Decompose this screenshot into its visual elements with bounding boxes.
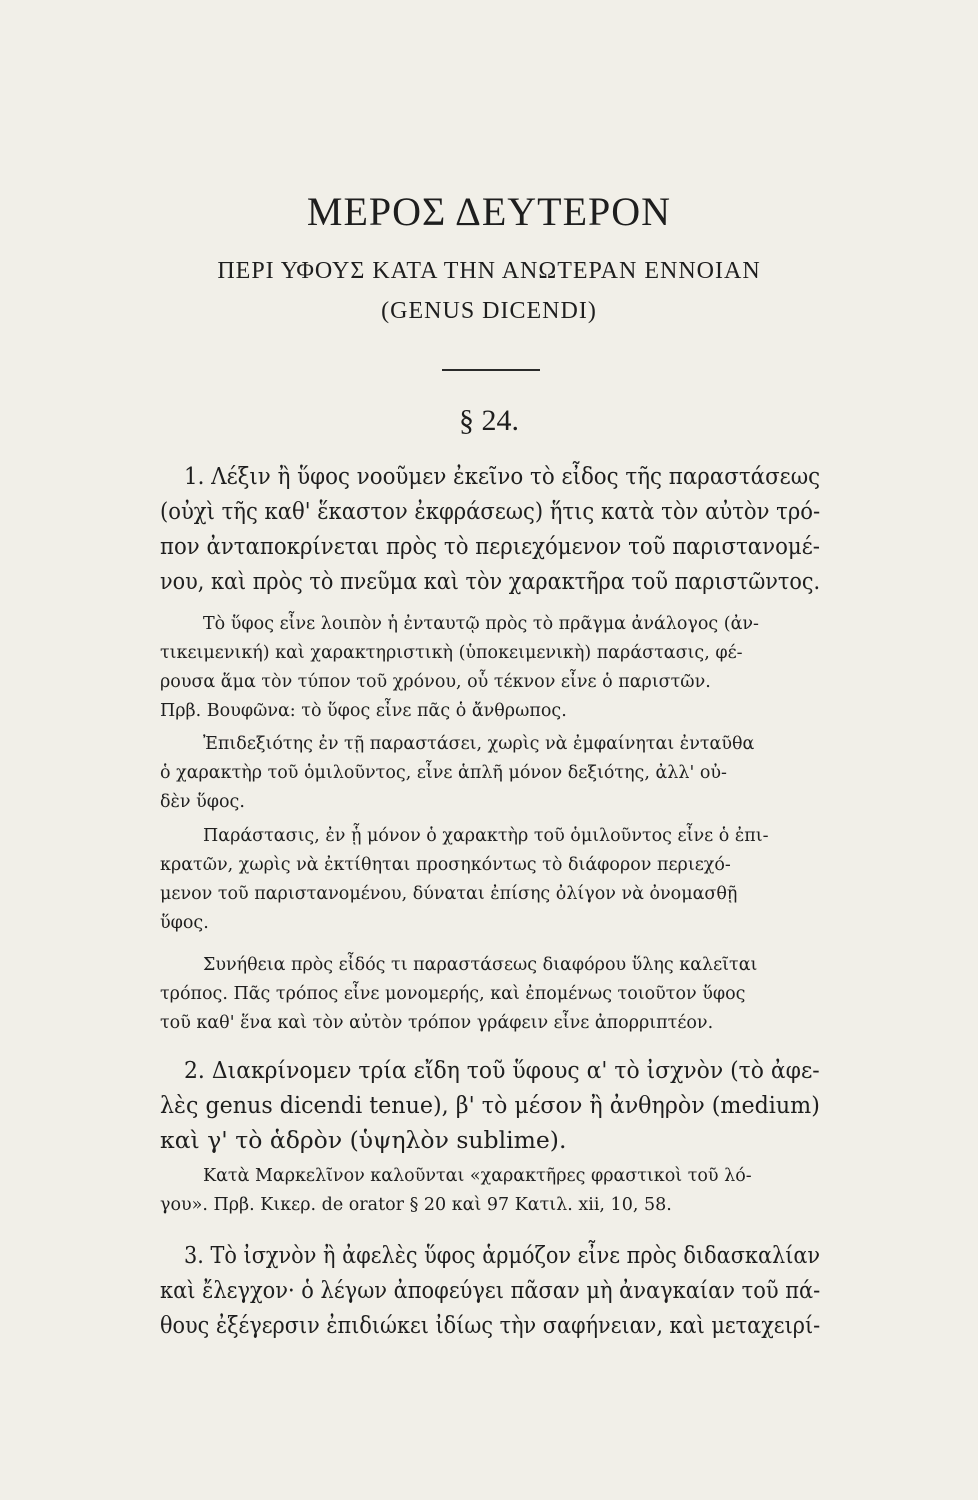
text-line: Κατὰ Μαρκελῖνον καλοῦνται «χαρακτῆρες φραστικοὶ τοῦ λό- — [203, 1166, 752, 1186]
text-line: καὶ ἔλεγχον· ὁ λέγων ἀποφεύγει πᾶσαν μὴ ἀναγκαίαν τοῦ πά- — [160, 1276, 821, 1304]
text-line: Παράστασις, ἐν ᾗ μόνον ὁ χαρακτὴρ τοῦ ὁμιλοῦντος εἶνε ὁ ἐπι- — [203, 826, 769, 846]
text-line: κρατῶν, χωρὶς νὰ ἐκτίθηται προσηκόντως τὸ διάφορον περιεχό- — [160, 855, 731, 875]
text-line: τρόπος. Πᾶς τρόπος εἶνε μονομερής, καὶ ἐπομένως τοιοῦτον ὕφος — [160, 984, 746, 1004]
text-line: ὕφος. — [160, 913, 209, 933]
text-line: 2. Διακρίνομεν τρία εἴδη τοῦ ὕφους α' τὸ ἰσχνὸν (τὸ ἀφε- — [184, 1056, 820, 1084]
text-line: νου, καὶ πρὸς τὸ πνεῦμα καὶ τὸν χαρακτῆρα τοῦ παριστῶντος. — [160, 567, 821, 595]
text-line: 3. Τὸ ἰσχνὸν ἢ ἀφελὲς ὕφος ἁρμόζον εἶνε πρὸς διδασκαλίαν — [184, 1241, 821, 1269]
text-line: Πρβ. Βουφῶνα: τὸ ὕφος εἶνε πᾶς ὁ ἄνθρωπος. — [160, 701, 567, 721]
text-line: τοῦ καθ' ἕνα καὶ τὸν αὐτὸν τρόπον γράφειν εἶνε ἀπορριπτέον. — [160, 1013, 714, 1033]
title-divider — [442, 369, 540, 371]
part-title: ΜΕΡΟΣ ΔΕΥΤΕΡΟΝ — [306, 189, 672, 234]
text-line: ὁ χαρακτὴρ τοῦ ὁμιλοῦντος, εἶνε ἁπλῆ μόνον δεξιότης, ἀλλ' οὐ- — [160, 763, 727, 783]
text-line: θους ἐξέγερσιν ἐπιδιώκει ἰδίως τὴν σαφήνειαν, καὶ μεταχειρί- — [160, 1311, 821, 1339]
text-line: ρουσα ἅμα τὸν τύπον τοῦ χρόνου, οὗ τέκνον εἶνε ὁ παριστῶν. — [160, 672, 711, 692]
text-line: τικειμενική) καὶ χαρακτηριστικὴ (ὑποκειμενικὴ) παράστασις, φέ- — [160, 643, 743, 663]
text-line: πον ἀνταποκρίνεται πρὸς τὸ περιεχόμενον τοῦ παριστανομέ- — [160, 532, 820, 560]
text-line: λὲς genus dicendi tenue), β' τὸ μέσον ἢ ἀνθηρὸν (medium) — [160, 1091, 820, 1119]
text-line: Ἐπιδεξιότης ἐν τῇ παραστάσει, χωρὶς νὰ ἐμφαίνηται ἐνταῦθα — [203, 734, 755, 754]
text-line: δὲν ὕφος. — [160, 792, 245, 812]
text-line: 1. Λέξιν ἢ ὕφος νοοῦμεν ἐκεῖνο τὸ εἶδος τῆς παραστάσεως — [184, 462, 821, 490]
text-line: (οὐχὶ τῆς καθ' ἕκαστον ἐκφράσεως) ἥτις κατὰ τὸν αὐτὸν τρό- — [160, 497, 821, 525]
part-subtitle-latin: (GENUS DICENDI) — [381, 298, 597, 324]
text-line: μενον τοῦ παριστανομένου, δύναται ἐπίσης ὀλίγον νὰ ὀνομασθῇ — [160, 884, 738, 904]
part-subtitle: ΠΕΡΙ ΥΦΟΥΣ ΚΑΤΑ ΤΗΝ ΑΝΩΤΕΡΑΝ ΕΝΝΟΙΑΝ — [217, 258, 761, 284]
section-number: § 24. — [459, 404, 519, 437]
text-line: καὶ γ' τὸ ἁδρὸν (ὑψηλὸν sublime). — [160, 1126, 567, 1154]
text-line: Τὸ ὕφος εἶνε λοιπὸν ἡ ἐνταυτῷ πρὸς τὸ πρᾶγμα ἀνάλογος (ἀν- — [203, 614, 759, 634]
text-line: Συνήθεια πρὸς εἶδός τι παραστάσεως διαφόρου ὕλης καλεῖται — [203, 955, 758, 975]
text-line: γου». Πρβ. Κικερ. de orator § 20 καὶ 97 Κατιλ. xii, 10, 58. — [160, 1195, 672, 1215]
